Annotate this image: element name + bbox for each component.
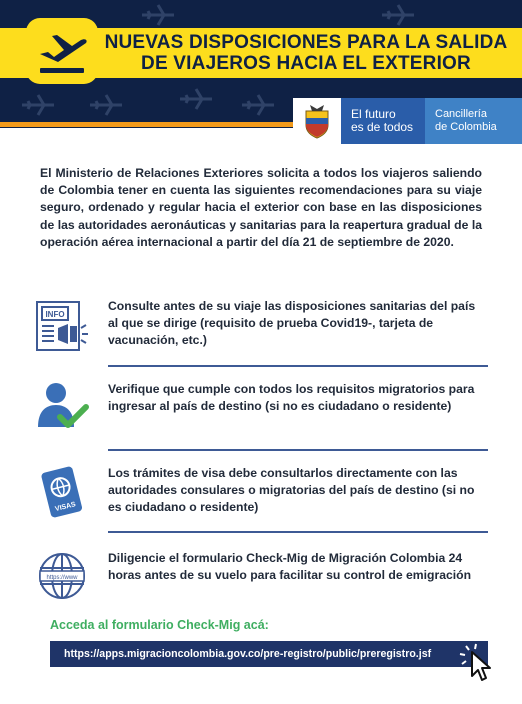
- item-text: Los trámites de visa debe consultarlos directamente con las autoridades consulares o migratorias del país de destino (si no es ciudadano o residente): [108, 466, 475, 515]
- slogan-line-2: es de todos: [351, 120, 414, 134]
- checkmig-label: Acceda al formulario Check-Mig acá:: [50, 618, 269, 632]
- airplane-takeoff-icon: [26, 18, 98, 84]
- info-icon-label: INFO: [45, 310, 65, 319]
- item-text: Diligencie el formulario Check-Mig de Migración Colombia 24 horas antes de su vuelo para facilitar su control de emigración: [108, 551, 472, 583]
- click-cursor-icon: [456, 642, 498, 682]
- government-brand: [293, 98, 522, 144]
- info-megaphone-icon: [34, 298, 90, 354]
- background-plane-icon: [140, 2, 176, 28]
- background-plane-icon: [88, 92, 124, 118]
- background-plane-icon: [380, 2, 416, 28]
- slogan-block: [341, 98, 425, 144]
- item-divider: [108, 531, 488, 533]
- title-line-1: NUEVAS DISPOSICIONES PARA LA SALIDA: [104, 32, 508, 53]
- checkmig-link[interactable]: https://apps.migracioncolombia.gov.co/pre-registro/public/preregistro.jsf: [50, 641, 488, 667]
- page-title: [100, 32, 512, 74]
- ministry-block: [425, 98, 522, 144]
- background-plane-icon: [178, 86, 214, 112]
- web-icon-label: https://www: [46, 575, 78, 581]
- colombia-shield-icon: [293, 98, 341, 144]
- slogan-line-1: El futuro: [351, 107, 396, 121]
- passport-visa-icon: [34, 465, 90, 521]
- title-line-2: DE VIAJEROS HACIA EL EXTERIOR: [141, 53, 471, 74]
- item-text: Consulte antes de su viaje las disposiciones sanitarias del país al que se dirige (requisito de prueba Covid19-, tarjeta de vacunación, etc.): [108, 299, 476, 348]
- item-text: Verifique que cumple con todos los requisitos migratorios para ingresar al país de destino (si no es ciudadano o residente): [108, 382, 475, 414]
- globe-web-icon: [34, 550, 90, 606]
- person-check-icon: [34, 381, 90, 437]
- item-divider: [108, 449, 488, 451]
- intro-paragraph: El Ministerio de Relaciones Exteriores solicita a todos los viajeros saliendo de Colombia tener en cuenta las siguientes recomendaciones para su viaje seguro, ordenado y regular hacia el exterior con base en las disposiciones de las autoridades aeronáuticas y sanitarias para la reapertura gradual de la operación aérea internacional a partir del día 21 de septiembre de 2020.: [40, 166, 482, 249]
- background-plane-icon: [20, 92, 56, 118]
- visa-icon-label: VISAS: [54, 501, 77, 514]
- background-plane-icon: [240, 92, 276, 118]
- ministry-line-2: de Colombia: [435, 121, 497, 133]
- item-divider: [108, 365, 488, 367]
- ministry-line-1: Cancillería: [435, 108, 487, 120]
